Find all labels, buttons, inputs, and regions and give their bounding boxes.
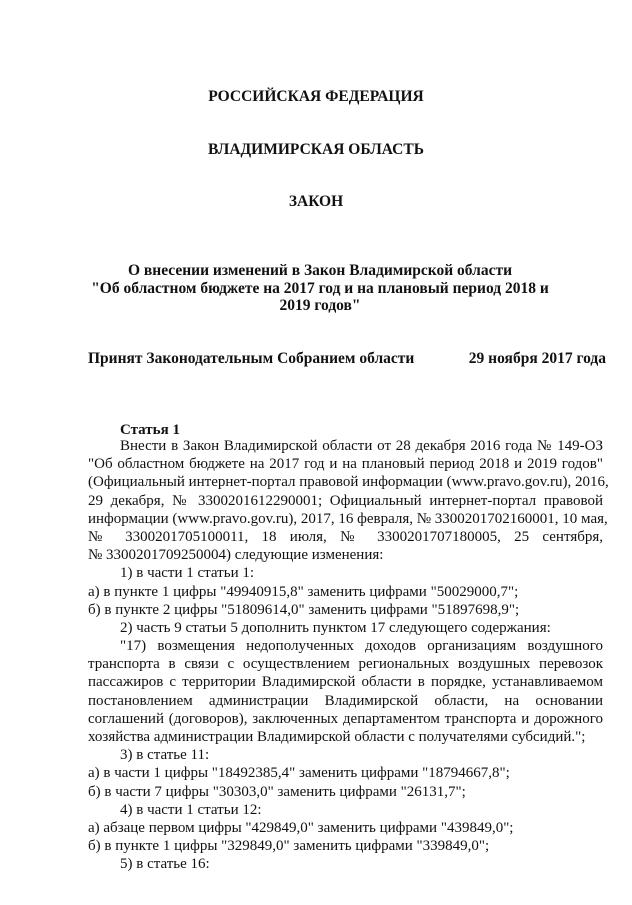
paragraph-line: "17) возмещения недополученных доходов организациям воздушного [120, 638, 603, 655]
paragraph-line: постановлением администрации Владимирской области, на основании [88, 692, 603, 709]
law-title [60, 262, 580, 315]
adoption-date: 29 ноября 2017 года [468, 350, 606, 367]
paragraph-line: (Официальный интернет-портал правовой информации (www.pravo.gov.ru), 2016, [88, 474, 609, 491]
list-item: б) в пункте 1 цифры "329849,0" заменить цифрами "339849,0"; [88, 838, 490, 855]
adoption-label: Принят Законодательным Собранием области [88, 350, 415, 367]
paragraph-line: "Об областном бюджете на 2017 год и на плановый период 2018 и 2019 годов" [88, 456, 603, 473]
paragraph-line: Внести в Закон Владимирской области от 28 декабря 2016 года № 149-ОЗ [120, 438, 603, 454]
paragraph-line: транспорта в связи с осуществлением региональных воздушных перевозок [88, 656, 603, 673]
list-item: 3) в статье 11: [120, 747, 210, 764]
paragraph-line: соглашений (договоров), заключенных департаментом транспорта и дорожного [88, 710, 603, 727]
law-heading: ЗАКОН [288, 193, 344, 210]
paragraph-line: № 3300201705100011, 18 июля, № 3300201707180005, 25 сентября, [88, 528, 603, 545]
list-item: а) в пункте 1 цифры "49940915,8" заменить цифрами "50029000,7"; [88, 583, 519, 600]
list-item: 5) в статье 16: [120, 856, 210, 873]
paragraph-line: 29 декабря, № 3300201612290001; Официальный интернет-портал правовой [88, 492, 603, 509]
adoption-line [88, 350, 606, 368]
list-item: а) в части 1 цифры "18492385,4" заменить цифрами "18794667,8"; [88, 765, 510, 782]
article-body [88, 437, 609, 874]
law-title-line: 2019 годов" [279, 297, 361, 314]
list-item: 2) часть 9 статьи 5 дополнить пунктом 17 следующего содержания: [120, 619, 551, 636]
list-item: б) в пункте 2 цифры "51809614,0" заменить цифрами "51897698,9"; [88, 601, 520, 618]
article-title: Статья 1 [120, 422, 180, 438]
country-heading: РОССИЙСКАЯ ФЕДЕРАЦИЯ [208, 88, 424, 105]
paragraph-line: информации (www.pravo.gov.ru), 2017, 16 февраля, № 3300201702160001, 10 мая, [88, 510, 608, 527]
law-title-line: О внесении изменений в Закон Владимирской области [127, 262, 513, 279]
list-item: 1) в части 1 статьи 1: [120, 565, 255, 582]
list-item: 4) в части 1 статьи 12: [120, 801, 262, 818]
law-title-line: "Об областном бюджете на 2017 год и на плановый период 2018 и [91, 279, 549, 297]
paragraph-line: пассажиров с территории Владимирской области в порядке, устанавливаемом [88, 674, 603, 691]
paragraph-line: хозяйства администрации Владимирской области с получателями субсидий."; [88, 729, 586, 745]
region-heading: ВЛАДИМИРСКАЯ ОБЛАСТЬ [208, 141, 424, 158]
list-item: б) в части 7 цифры "30303,0" заменить цифрами "26131,7"; [88, 783, 466, 800]
list-item: а) абзаце первом цифры "429849,0" заменить цифрами "439849,0"; [88, 819, 514, 836]
paragraph-line: № 3300201709250004) следующие изменения: [88, 547, 384, 564]
